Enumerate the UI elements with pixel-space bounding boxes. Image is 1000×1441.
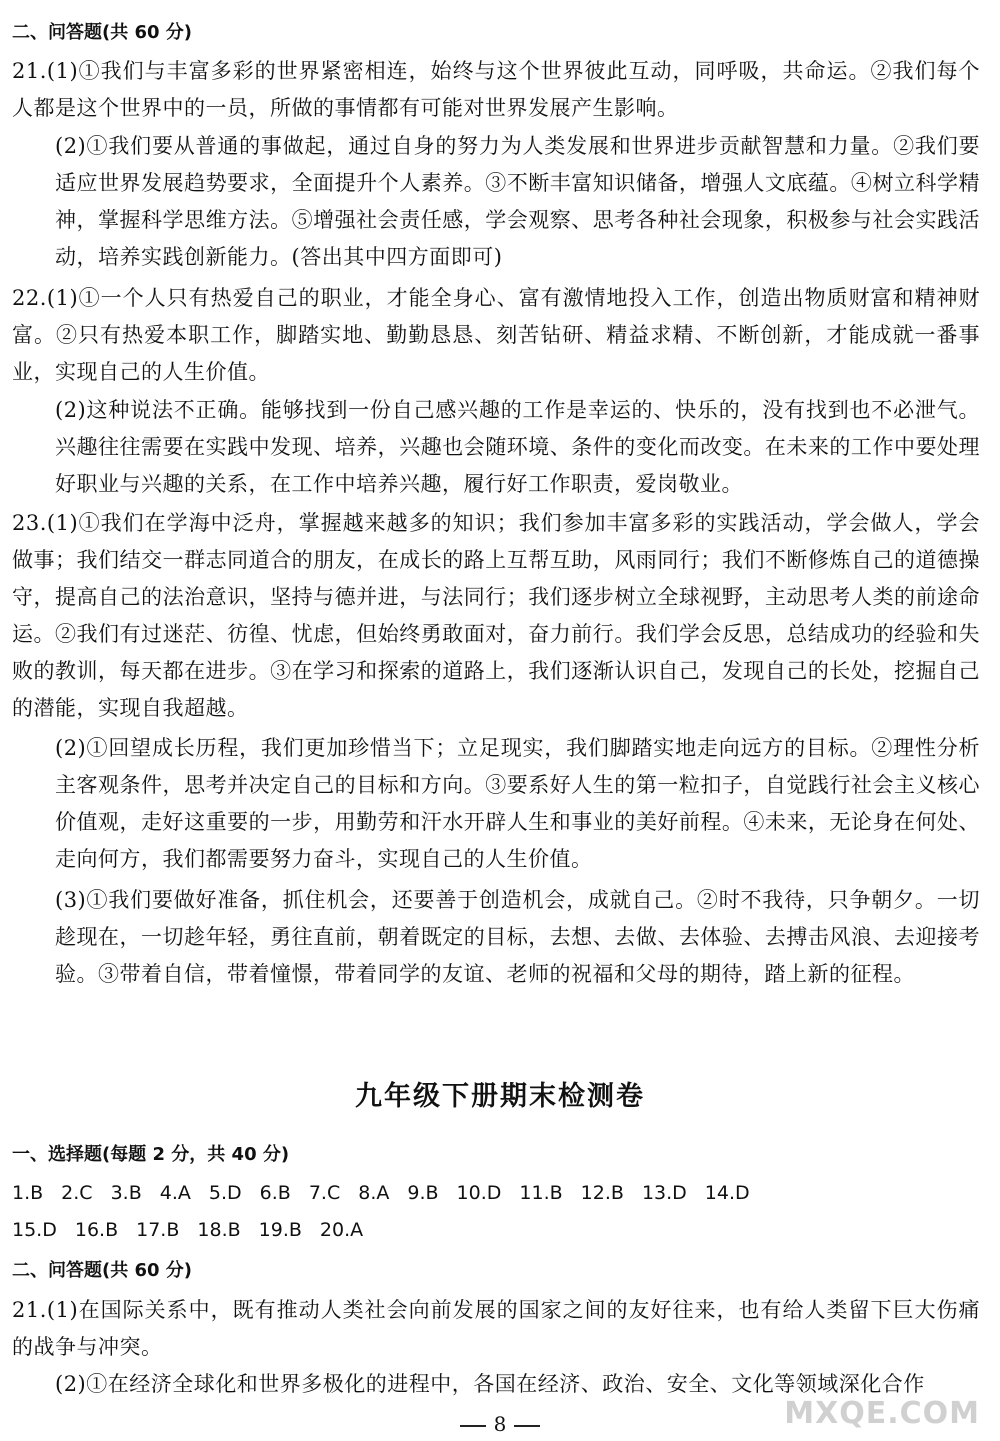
section-header-qa: 二、问答题(共 60 分) bbox=[12, 22, 193, 43]
watermark-logo: MXQE.COM bbox=[784, 1396, 980, 1431]
answer-item: 14.D bbox=[704, 1182, 750, 1204]
answer-item: 1.B bbox=[12, 1182, 44, 1204]
section-header-choice: 一、选择题(每题 2 分，共 40 分) bbox=[12, 1144, 290, 1165]
answer-item: 15.D bbox=[12, 1219, 57, 1241]
page-number-dash-right bbox=[514, 1425, 540, 1427]
answer-item: 19.B bbox=[258, 1219, 302, 1241]
answer-item: 6.B bbox=[259, 1182, 291, 1204]
q21-part1: 21.(1)①我们与丰富多彩的世界紧密相连，始终与这个世界彼此互动，同呼吸，共命运。②我们每个人都是这个世界中的一员，所做的事情都有可能对世界发展产生影响。 bbox=[12, 59, 980, 120]
q22-part2: (2)这种说法不正确。能够找到一份自己感兴趣的工作是幸运的、快乐的，没有找到也不必泄气。兴趣往往需要在实践中发现、培养，兴趣也会随环境、条件的变化而改变。在未来的工作中要处理好职业与兴趣的关系，在工作中培养兴趣，履行好工作职责，爱岗敬业。 bbox=[55, 398, 980, 496]
answer-item: 3.B bbox=[110, 1182, 142, 1204]
answer-item: 20.A bbox=[319, 1219, 364, 1241]
q22-part1: 22.(1)①一个人只有热爱自己的职业，才能全身心、富有激情地投入工作，创造出物质财富和精神财富。②只有热爱本职工作，脚踏实地、勤勤恳恳、刻苦钻研、精益求精、不断创新，才能成就一番事业，实现自己的人生价值。 bbox=[12, 286, 980, 384]
q21b-part1: 21.(1)在国际关系中，既有推动人类社会向前发展的国家之间的友好往来，也有给人类留下巨大伤痛的战争与冲突。 bbox=[12, 1298, 980, 1359]
answer-item: 9.B bbox=[407, 1182, 439, 1204]
answer-item: 12.B bbox=[580, 1182, 624, 1204]
answers-row-1 bbox=[12, 1175, 768, 1211]
answer-item: 17.B bbox=[136, 1219, 180, 1241]
q23-part3: (3)①我们要做好准备，抓住机会，还要善于创造机会，成就自己。②时不我待，只争朝夕。一切趁现在，一切趁年轻，勇往直前，朝着既定的目标，去想、去做、去体验、去搏击风浪、去迎接考验。③带着自信，带着憧憬，带着同学的友谊、老师的祝福和父母的期待，踏上新的征程。 bbox=[55, 888, 980, 986]
exam-title: 九年级下册期末检测卷 bbox=[355, 1081, 645, 1112]
page-number-dash-left bbox=[460, 1425, 486, 1427]
answer-item: 16.B bbox=[74, 1219, 119, 1241]
answer-item: 8.A bbox=[358, 1182, 390, 1204]
answer-item: 11.B bbox=[519, 1182, 563, 1204]
q21b-part2: (2)①在经济全球化和世界多极化的进程中，各国在经济、政治、安全、文化等领域深化合作 bbox=[55, 1372, 925, 1396]
page-number-value: 8 bbox=[493, 1412, 507, 1436]
section-header-qa-2: 二、问答题(共 60 分) bbox=[12, 1260, 193, 1281]
answers-row-2 bbox=[12, 1212, 381, 1248]
q21-part2: (2)①我们要从普通的事做起，通过自身的努力为人类发展和世界进步贡献智慧和力量。②我们要适应世界发展趋势要求，全面提升个人素养。③不断丰富知识储备，增强人文底蕴。④树立科学精神，掌握科学思维方法。⑤增强社会责任感，学会观察、思考各种社会现象，积极参与社会实践活动，培养实践创新能力。(答出其中四方面即可) bbox=[55, 134, 980, 269]
answer-item: 10.D bbox=[456, 1182, 502, 1204]
answer-item: 7.C bbox=[308, 1182, 341, 1204]
answer-item: 18.B bbox=[197, 1219, 241, 1241]
answer-item: 4.A bbox=[159, 1182, 191, 1204]
answer-item: 2.C bbox=[61, 1182, 93, 1204]
answer-item: 5.D bbox=[208, 1182, 242, 1204]
q23-part2: (2)①回望成长历程，我们更加珍惜当下；立足现实，我们脚踏实地走向远方的目标。②理性分析主客观条件，思考并决定自己的目标和方向。③要系好人生的第一粒扣子，自觉践行社会主义核心价值观，走好这重要的一步，用勤劳和汗水开辟人生和事业的美好前程。④未来，无论身在何处、走向何方，我们都需要努力奋斗，实现自己的人生价值。 bbox=[55, 736, 980, 871]
q23-part1: 23.(1)①我们在学海中泛舟，掌握越来越多的知识；我们参加丰富多彩的实践活动，学会做人，学会做事；我们结交一群志同道合的朋友，在成长的路上互帮互助，风雨同行；我们不断修炼自己的道德操守，提高自己的法治意识，坚持与德并进，与法同行；我们逐步树立全球视野，主动思考人类的前途命运。②我们有过迷茫、彷徨、忧虑，但始终勇敢面对，奋力前行。我们学会反思，总结成功的经验和失败的教训，每天都在进步。③在学习和探索的道路上，我们逐渐认识自己，发现自己的长处，挖掘自己的潜能，实现自我超越。 bbox=[12, 511, 980, 720]
answer-item: 13.D bbox=[641, 1182, 687, 1204]
